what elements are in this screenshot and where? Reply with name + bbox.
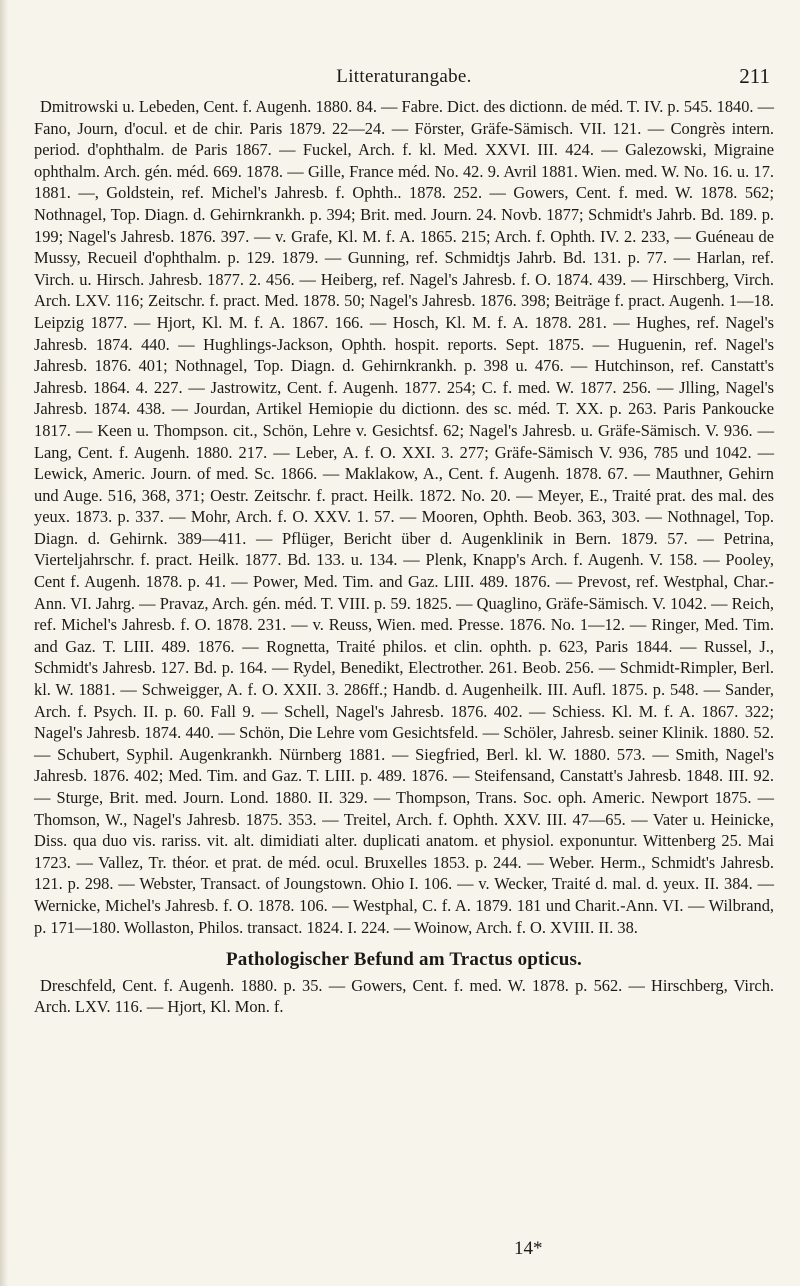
- page-body: [34, 96, 774, 1018]
- section-heading: Pathologischer Befund am Tractus opticus.: [225, 949, 583, 971]
- signature-mark: 14*: [514, 1238, 543, 1259]
- page-header: [34, 62, 774, 90]
- page-edge-shadow: [0, 0, 8, 1286]
- book-page: [34, 0, 774, 1286]
- page-number: 211: [739, 64, 770, 88]
- running-title: Litteraturangabe.: [336, 66, 472, 87]
- bibliography-paragraph: Dmitrowski u. Lebeden, Cent. f. Augenh. 1880. 84. — Fabre. Dict. des dictionn. de méd. T. IV. p. 545. 1840. — Fano, Journ, d'ocul. et de chir. Paris 1879. 22—24. — Förster, Gräfe-Sämisch. VII. 121. — Congrès intern. period. d'ophthalm. de Paris 1867. — Fuckel, Arch. f. kl. Med. XXVI. III. 424. — Galezowski, Migraine ophthalm. Arch. gén. méd. 669. 1878. — Gille, France méd. No. 42. 9. Avril 1881. Wien. med. W. No. 16. u. 17. 1881. —, Goldstein, ref. Michel's Jahresb. f. Ophth.. 1878. 252. — Gowers, Cent. f. med. W. 1878. 562; Nothnagel, Top. Diagn. d. Gehirnkrankh. p. 394; Brit. med. Journ. 24. Novb. 1877; Schmidt's Jahrb. Bd. 189. p. 199; Nagel's Jahresb. 1876. 397. — v. Grafe, Kl. M. f. A. 1865. 215; Arch. f. Ophth. IV. 2. 233, — Guéneau de Mussy, Recueil d'ophthalm. p. 129. 1879. — Gunning, ref. Schmidtjs Jahrb. Bd. 131. p. 77. — Harlan, ref. Virch. u. Hirsch. Jahresb. 1877. 2. 456. — Heiberg, ref. Nagel's Jahresb. f. O. 1874. 439. — Hirschberg, Virch. Arch. LXV. 116; Zeitschr. f. pract. Med. 1878. 50; Nagel's Jahresb. 1876. 398; Beiträge f. pract. Augenh. 1—18. Leipzig 1877. — Hjort, Kl. M. f. A. 1867. 166. — Hosch, Kl. M. f. A. 1878. 281. — Hughes, ref. Nagel's Jahresb. 1874. 440. — Hughlings-Jackson, Ophth. hospit. reports. Sept. 1875. — Huguenin, ref. Nagel's Jahresb. 1876. 401; Nothnagel, Top. Diagn. d. Gehirnkrankh. p. 398 u. 476. — Hutchinson, ref. Canstatt's Jahresb. 1864. 4. 227. — Jastrowitz, Cent. f. Augenh. 1877. 254; C. f. med. W. 1877. 256. — Jlling, Nagel's Jahresb. 1874. 438. — Jourdan, Artikel Hemiopie du dictionn. des sc. méd. T. XX. p. 263. Paris Pankoucke 1817. — Keen u. Thompson. cit., Schön, Lehre v. Gesichtsf. 62; Nagel's Jahresb. u. Gräfe-Sämisch. V. 936. — Lang, Cent. f. Augenh. 1880. 217. — Leber, A. f. O. XXI. 3. 277; Gräfe-Sämisch V. 936, 785 und 1042. — Lewick, Americ. Journ. of med. Sc. 1866. — Maklakow, A., Cent. f. Augenh. 1878. 67. — Mauthner, Gehirn und Auge. 516, 368, 371; Oestr. Zeitschr. f. pract. Heilk. 1872. No. 20. — Meyer, E., Traité prat. des mal. des yeux. 1873. p. 337. — Mohr, Arch. f. O. XXV. 1. 57. — Mooren, Ophth. Beob. 363, 303. — Nothnagel, Top. Diagn. d. Gehirnk. 389—411. — Pflüger, Bericht über d. Augenklinik in Bern. 1879. 57. — Petrina, Vierteljahrschr. f. pract. Heilk. 1877. Bd. 133. u. 134. — Plenk, Knapp's Arch. f. Augenh. V. 158. — Pooley, Cent f. Augenh. 1878. p. 41. — Power, Med. Tim. and Gaz. LIII. 489. 1876. — Prevost, ref. Westphal, Char.-Ann. VI. Jahrg. — Pravaz, Arch. gén. méd. T. VIII. p. 59. 1825. — Quaglino, Gräfe-Sämisch. V. 1042. — Reich, ref. Michel's Jahresb. f. O. 1878. 231. — v. Reuss, Wien. med. Presse. 1876. No. 1—12. — Ringer, Med. Tim. and Gaz. T. LIII. 489. 1876. — Rognetta, Traité philos. et clin. ophth. p. 623, Paris 1844. — Russel, J., Schmidt's Jahresb. 127. Bd. p. 164. — Rydel, Benedikt, Electrother. 261. Beob. 256. — Schmidt-Rimpler, Berl. kl. W. 1881. — Schweigger, A. f. O. XXII. 3. 286ff.; Handb. d. Augenheilk. III. Aufl. 1875. p. 548. — Sander, Arch. f. Psych. II. p. 60. Fall 9. — Schell, Nagel's Jahresb. 1876. 402. — Schiess. Kl. M. f. A. 1867. 322; Nagel's Jahresb. 1874. 440. — Schön, Die Lehre vom Gesichtsfeld. — Schöler, Jahresb. seiner Klinik. 1880. 52. — Schubert, Syphil. Augenkrankh. Nürnberg 1881. — Siegfried, Berl. kl. W. 1880. 573. — Smith, Nagel's Jahresb. 1876. 402; Med. Tim. and Gaz. T. LIII. p. 489. 1876. — Steifensand, Canstatt's Jahresb. 1848. III. 92. — Sturge, Brit. med. Journ. Lond. 1880. II. 329. — Thompson, Trans. Soc. oph. Americ. Newport 1875. — Thomson, W., Nagel's Jahresb. 1875. 353. — Treitel, Arch. f. Ophth. XXV. III. 47—65. — Vater u. Heinicke, Diss. qua duo vis. rariss. vit. alt. dimidiati alter. duplicati anatom. et physiol. exponuntur. Wittenberg 25. Mai 1723. — Vallez, Tr. théor. et prat. de méd. ocul. Bruxelles 1853. p. 244. — Weber. Herm., Schmidt's Jahresb. 121. p. 298. — Webster, Transact. of Joungstown. Ohio I. 106. — v. Wecker, Traité d. mal. d. yeux. II. 384. — Wernicke, Michel's Jahresb. f. O. 1878. 106. — Westphal, C. f. A. 1879. 181 und Charit.-Ann. VI. — Wilbrand, p. 171—180. Wollaston, Philos. transact. 1824. I. 224. — Woinow, Arch. f. O. XVIII. II. 38.: [34, 97, 774, 937]
- section-paragraph: Dreschfeld, Cent. f. Augenh. 1880. p. 35. — Gowers, Cent. f. med. W. 1878. p. 562. — Hirschberg, Virch. Arch. LXV. 116. — Hjort, Kl. Mon. f.: [34, 975, 774, 1017]
